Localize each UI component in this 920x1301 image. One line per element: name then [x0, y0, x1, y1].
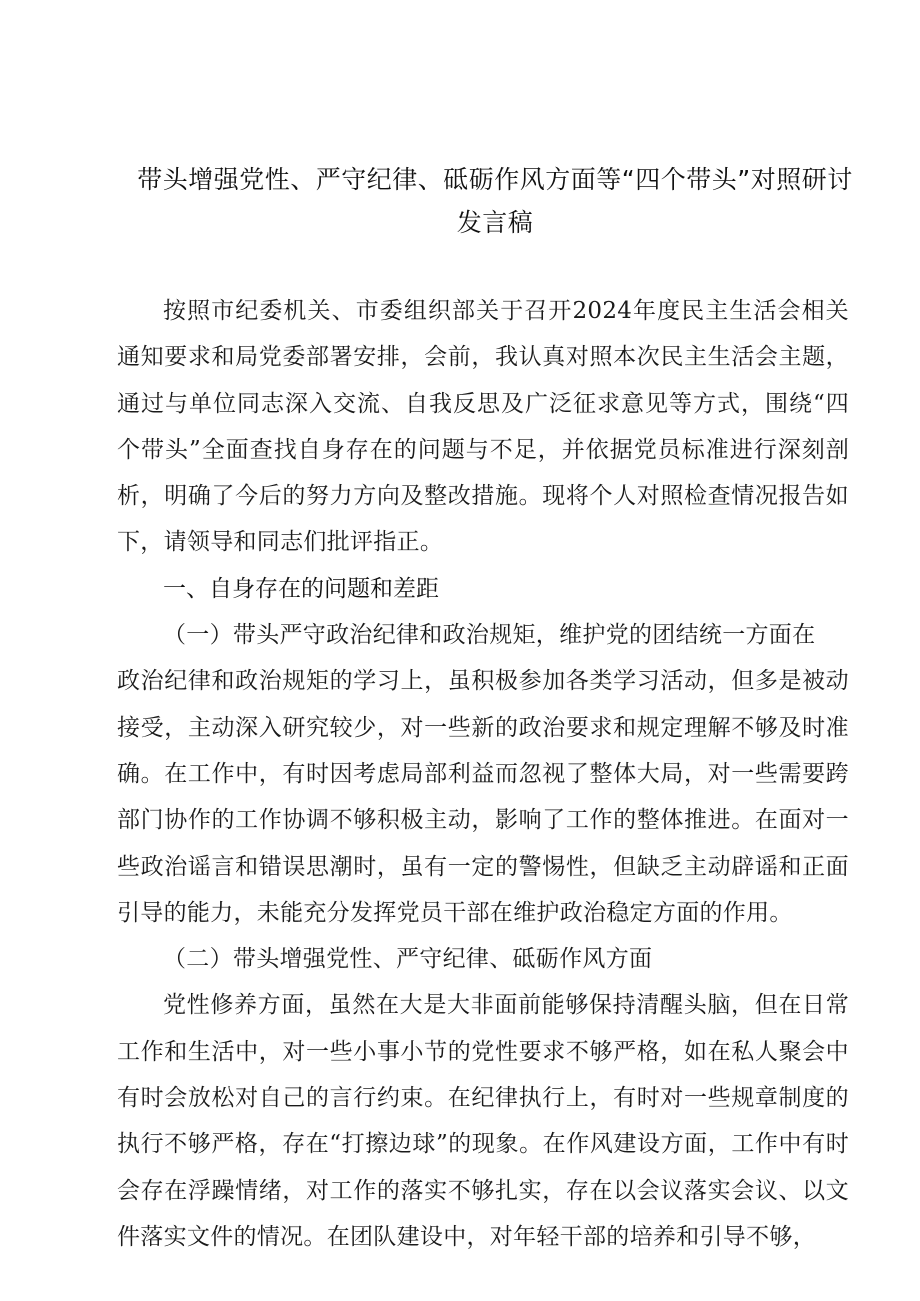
section-heading-1: 一、自身存在的问题和差距: [163, 575, 439, 602]
subsection-heading-1: （一）带头严守政治纪律和政治规矩，维护党的团结统一方面在: [163, 622, 816, 649]
document-title-line-2: 发言稿: [456, 208, 534, 237]
subsection-1-paragraph: 政治纪律和政治规矩的学习上，虽积极参加各类学习活动，但多是被动接受，主动深入研究较少，对一些新的政治要求和规定理解不够及时准确。在工作中，有时因考虑局部利益而忽视了整体大局，对一些需要跨部门协作的工作协调不够积极主动，影响了工作的整体推进。在面对一些政治谣言和错误思潮时，虽有一定的警惕性，但缺乏主动辟谣和正面引导的能力，未能充分发挥党员干部在维护政治稳定方面的作用。: [117, 668, 849, 926]
subsection-heading-2: （二）带头增强党性、严守纪律、砥砺作风方面: [163, 946, 653, 973]
intro-paragraph: 按照市纪委机关、市委组织部关于召开2024年度民主生活会相关通知要求和局党委部署安排，会前，我认真对照本次民主生活会主题，通过与单位同志深入交流、自我反思及广泛征求意见等方式，围绕“四个带头”全面查找自身存在的问题与不足，并依据党员标准进行深刻剖析，明确了今后的努力方向及整改措施。现将个人对照检查情况报告如下，请领导和同志们批评指正。: [117, 298, 849, 556]
document-title-line-1: 带头增强党性、严守纪律、砥砺作风方面等“四个带头”对照研讨: [137, 165, 853, 194]
subsection-2-paragraph: 党性修养方面，虽然在大是大非面前能够保持清醒头脑，但在日常工作和生活中，对一些小事小节的党性要求不够严格，如在私人聚会中有时会放松对自己的言行约束。在纪律执行上，有时对一些规章制度的执行不够严格，存在“打擦边球”的现象。在作风建设方面，工作中有时会存在浮躁情绪，对工作的落实不够扎实，存在以会议落实会议、以文件落实文件的情况。在团队建设中，对年轻干部的培养和引导不够，: [117, 992, 849, 1250]
document-body: [117, 288, 849, 1260]
